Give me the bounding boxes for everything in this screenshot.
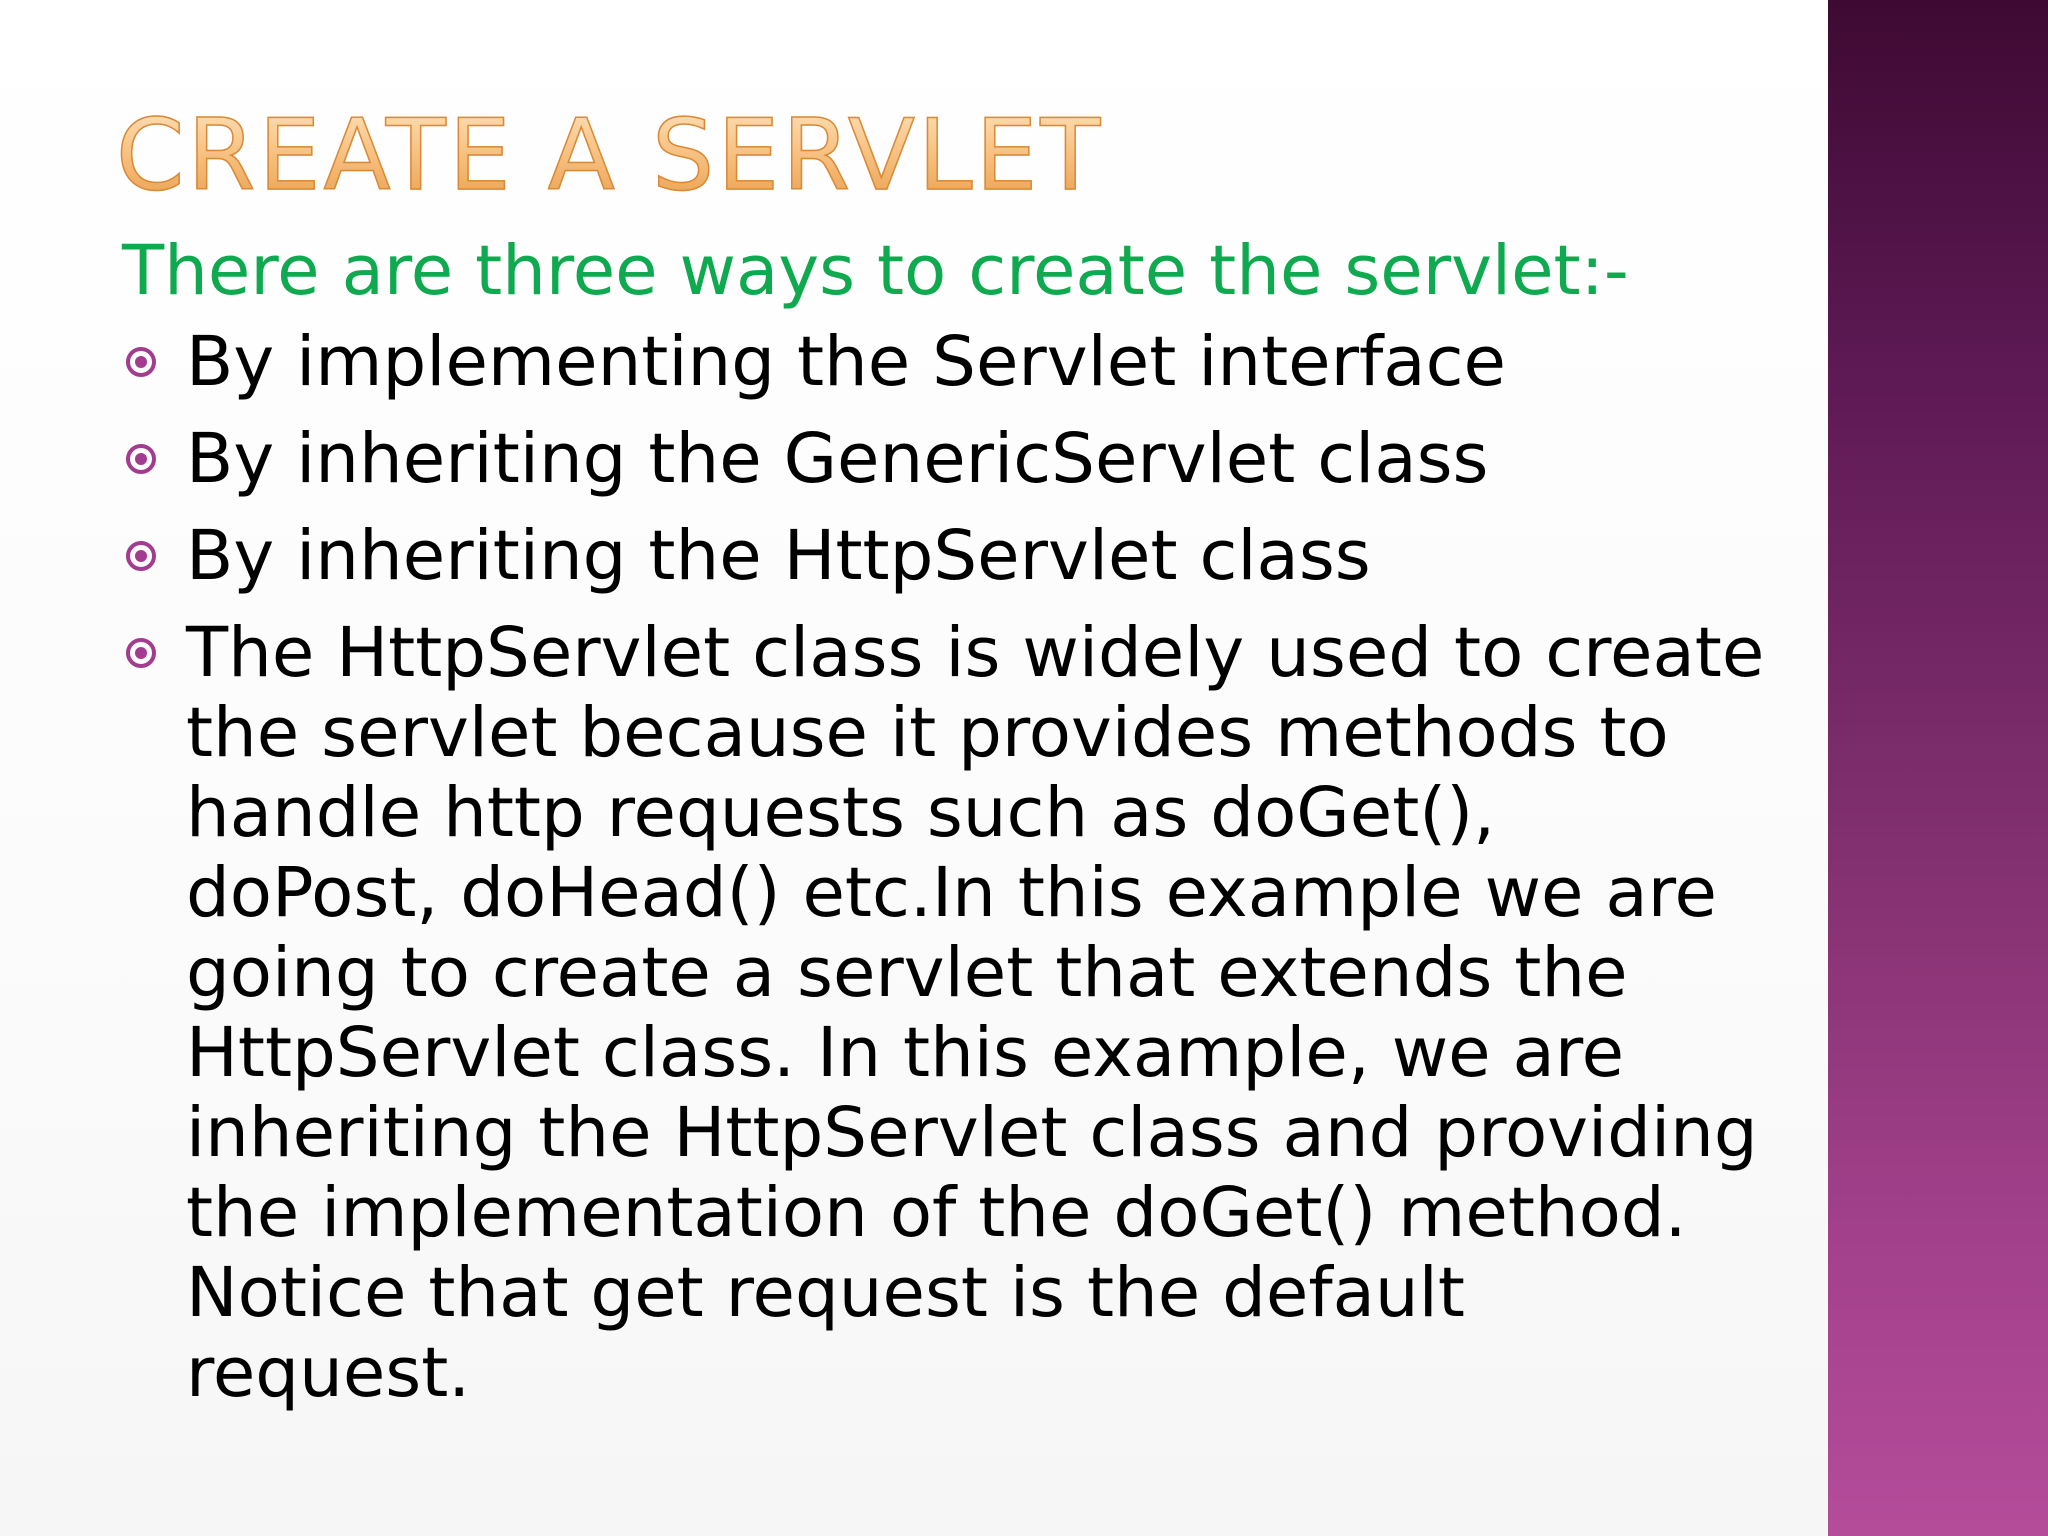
bullet-text: By inheriting the HttpServlet class	[186, 516, 1371, 596]
slide-title: CREATE A SERVLET	[116, 96, 1103, 216]
paragraph-line: going to create a servlet that extends the	[186, 933, 1628, 1013]
circle-dot-bullet-icon	[126, 541, 156, 571]
decorative-side-bar	[1828, 0, 2048, 1536]
paragraph-line: Notice that get request is the default	[186, 1253, 1465, 1333]
paragraph-line: HttpServlet class. In this example, we are	[186, 1013, 1625, 1093]
bullet-text: By implementing the Servlet interface	[186, 322, 1506, 402]
circle-dot-bullet-icon	[126, 444, 156, 474]
circle-dot-bullet-icon	[126, 347, 156, 377]
paragraph-line: The HttpServlet class is widely used to create	[186, 613, 1765, 693]
paragraph-line: the servlet because it provides methods to	[186, 693, 1669, 773]
intro-text: There are three ways to create the servlet:-	[122, 231, 1629, 311]
bullet-item-paragraph	[122, 613, 1765, 1413]
bullet-item	[122, 419, 1722, 499]
paragraph-line: inheriting the HttpServlet class and providing	[186, 1093, 1758, 1173]
paragraph-line: handle http requests such as doGet(),	[186, 773, 1496, 853]
paragraph-line: the implementation of the doGet() method.	[186, 1173, 1687, 1253]
paragraph-line: request.	[186, 1333, 471, 1413]
bullet-item	[122, 516, 1722, 596]
paragraph-line: doPost, doHead() etc.In this example we are	[186, 853, 1718, 933]
bullet-item	[122, 322, 1722, 402]
bullet-list	[122, 322, 1765, 1430]
bullet-text: By inheriting the GenericServlet class	[186, 419, 1489, 499]
circle-dot-bullet-icon	[126, 638, 156, 668]
